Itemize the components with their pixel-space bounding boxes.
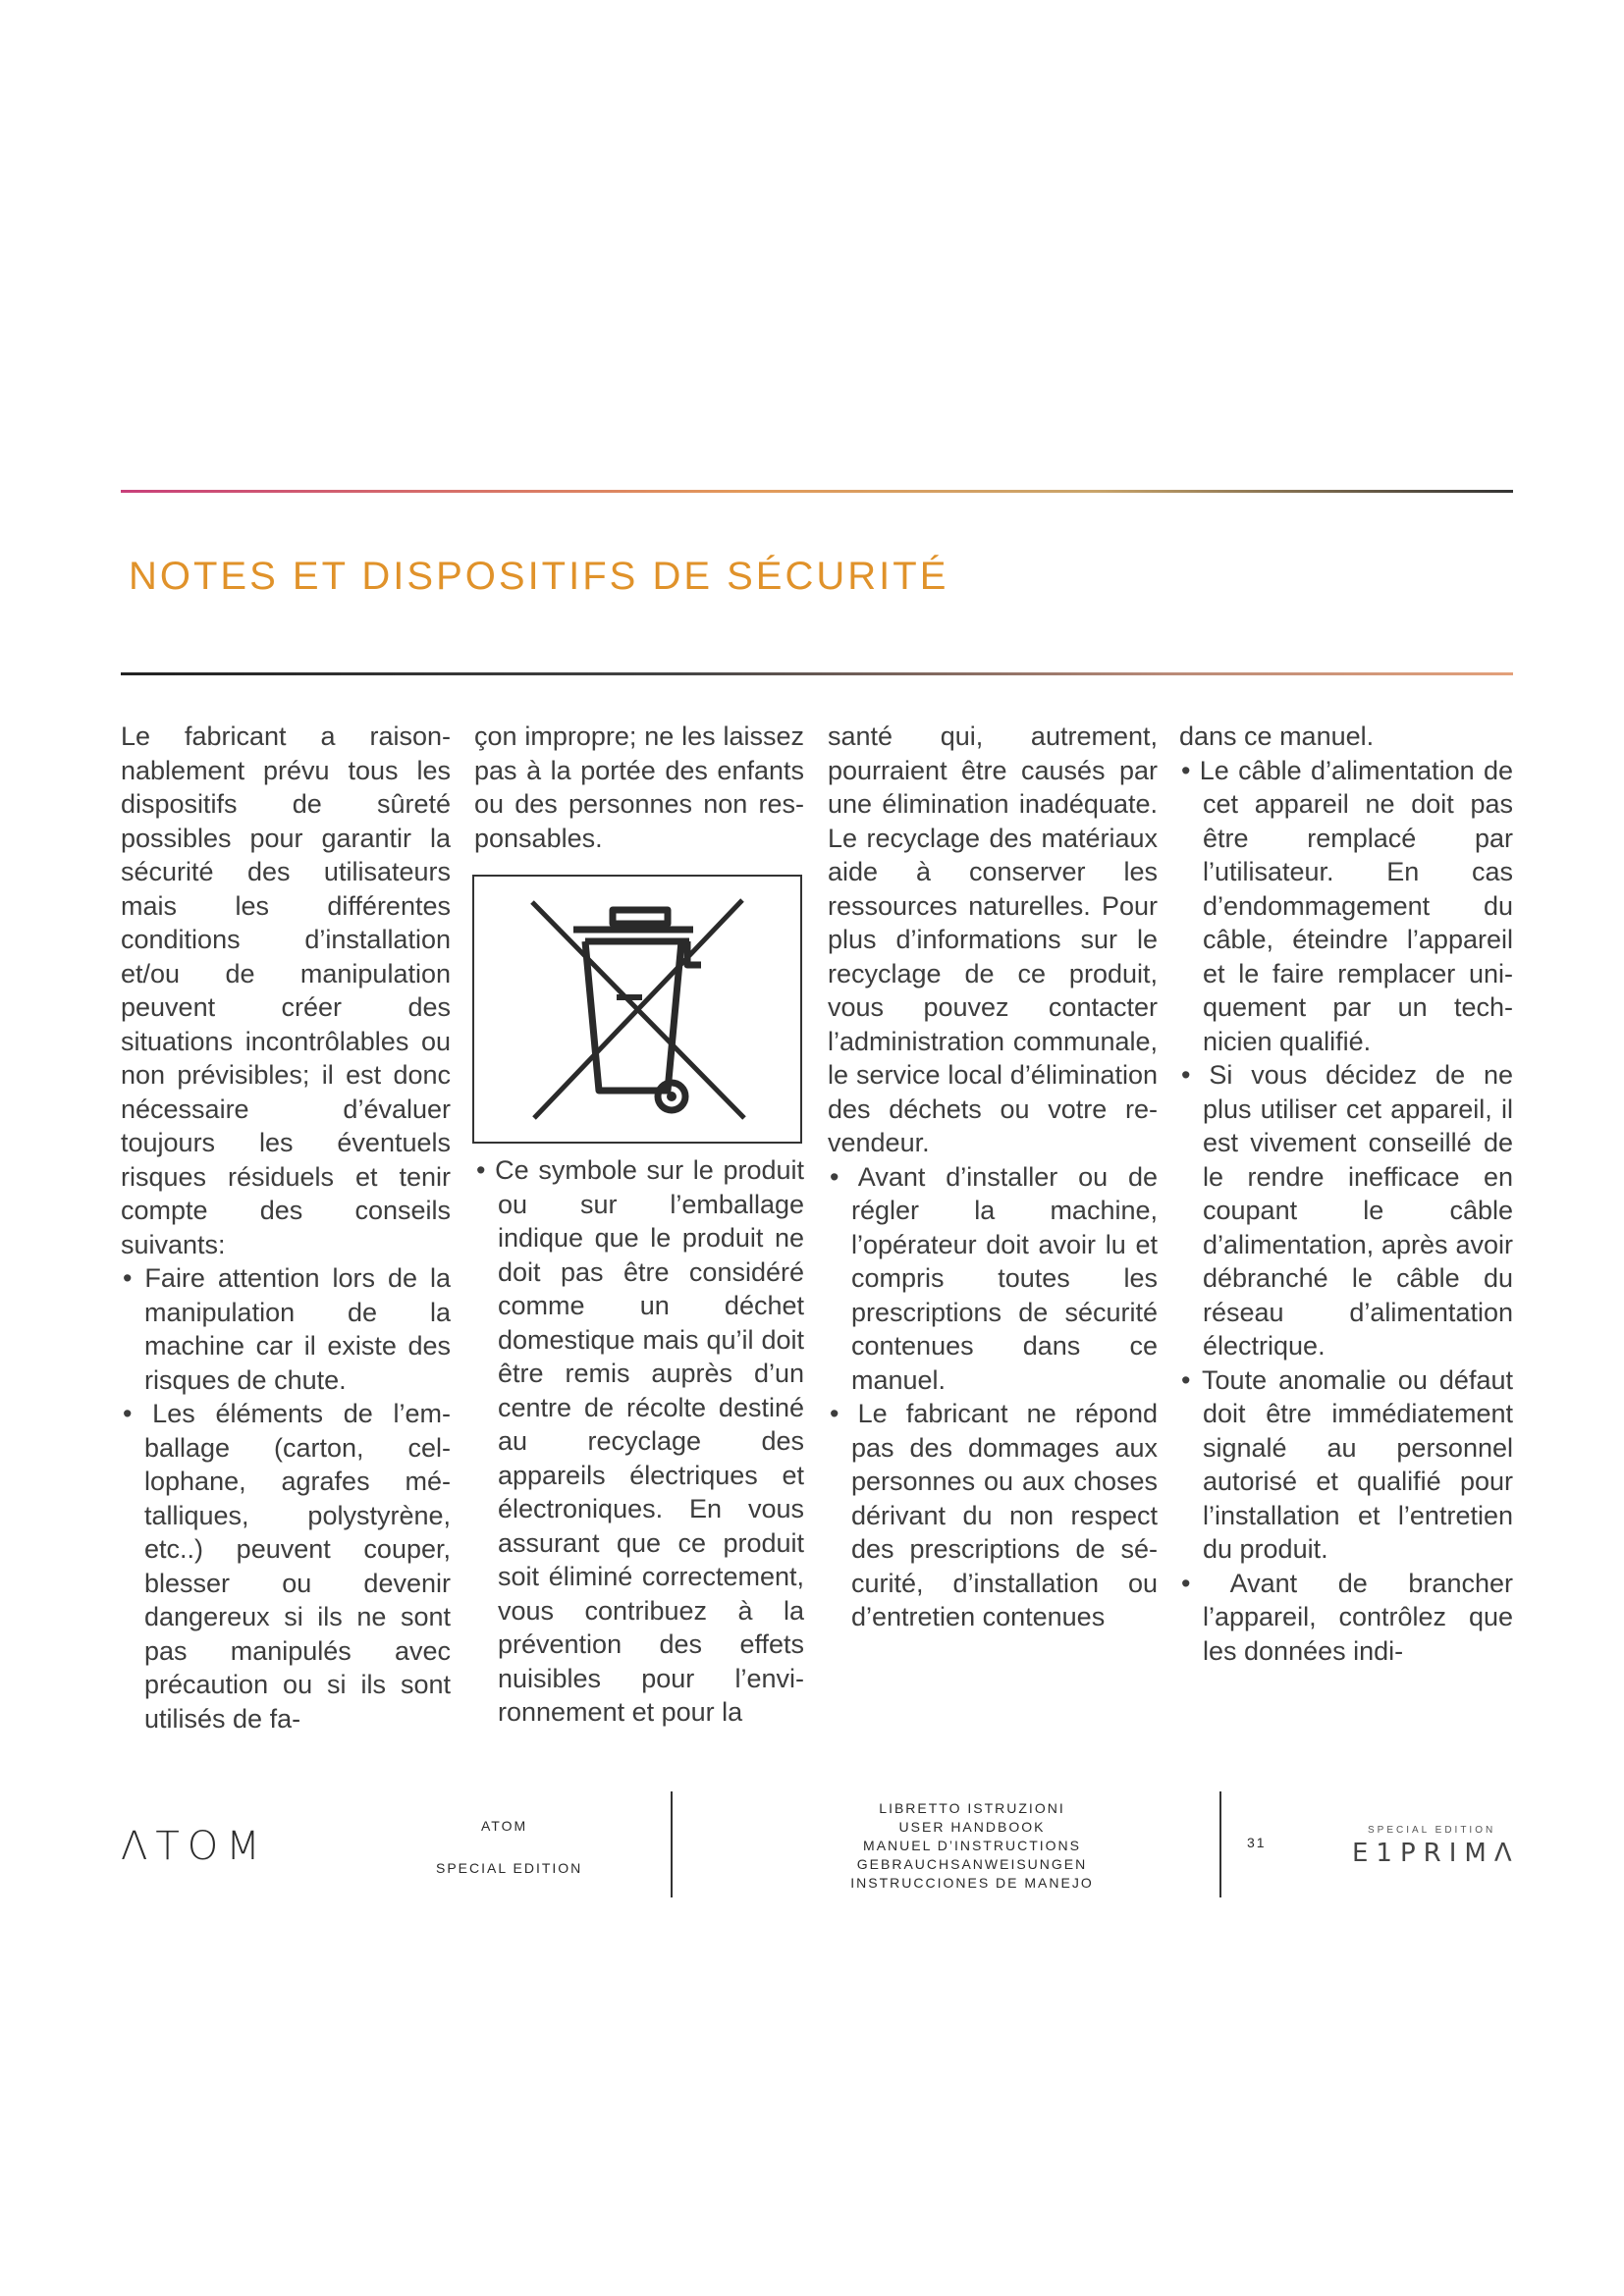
manual-title: GEBRAUCHSANWEISUNGEN [856,1856,1088,1872]
paragraph-continued: çon impropre; ne les laissez pas à la portée des enfants ou des personnes non responsables. [474,721,804,853]
paragraph-continued: santé qui, autrement, pourraient être causés par une élimination inadéquate. Le recyclage des matériaux aide à conserver les ressources naturelles. Pour plus d’informations sur le recyclage de ce produit, vous pouvez contacter l’administration communale, le service local d’élimination des déchets ou votre revendeur. [828,721,1158,1157]
crossed-out-wheelie-bin-icon [514,886,760,1132]
footer-edition: SPECIAL EDITION [436,1860,583,1876]
title-underline-rule [121,672,1513,675]
text-column-4 [1179,720,1513,1780]
bullet-before-connecting: • Avant de brancher l’appareil, contrôlez que les données indi- [1181,1568,1513,1666]
footer-divider-left [671,1791,673,1897]
bullet-read-instructions: • Avant d’installer ou de régler la machine, l’opérateur doit avoir lu et compris toutes les prescriptions de sécurité contenues dans ce manuel. [830,1161,1158,1395]
bullet-disposal: • Si vous décidez de ne plus utiliser cet appareil, il est vivement conseillé de le rendre inefficace en coupant le câble d’alimentation, après avoir débranché le câble du réseau d’alimentation électrique. [1181,1060,1513,1361]
manual-title: LIBRETTO ISTRUZIONI [879,1800,1065,1816]
bullet-anomaly: • Toute anomalie ou défaut doit être immédiatement signalé au personnel autorisé et qualifié pour l’installation et l’entretien du produit. [1181,1364,1513,1564]
atom-logo: ΛTOM [121,1824,268,1869]
footer-manual-titles [825,1799,1119,1893]
text-column-2 [474,720,804,1780]
weee-symbol-box [472,875,802,1144]
manual-title: USER HANDBOOK [898,1819,1046,1835]
manual-title: INSTRUCCIONES DE MANEJO [850,1875,1094,1891]
page-number: 31 [1247,1835,1267,1850]
manual-title: MANUEL D’INSTRUCTIONS [863,1838,1081,1853]
paragraph-intro: Le fabricant a raisonnablement prévu tous les dispositifs de sûreté possibles pour garantir la sécurité des utilisateurs mais les différentes conditions d’installation et/ou de manipulation peuvent créer des situations incontrôlables ou non prévisibles; il est donc nécessaire d’évaluer toujours les éventuels risques résiduels et tenir compte des conseils suivants: [121,721,451,1259]
bullet-recycling-symbol: • Ce symbole sur le produit ou sur l’emballage indique que le produit ne doit pas être considéré comme un déchet domestique mais qu’il doit être remis auprès d’un centre de récolte destiné au recyclage des appareils électriques et électroniques. En vous assurant que ce produit soit éliminé correctement, vous contribuez à la prévention des effets nuisibles pour l’environnement et pour la [476,1155,804,1727]
prima-logo: E1PRIMΛ [1352,1839,1520,1868]
prima-edition-label: SPECIAL EDITION [1368,1825,1496,1836]
bullet-liability: • Le fabricant ne répond pas des dommages aux personnes ou aux choses dérivant du non respect des prescriptions de sécurité, d’installation ou d’entretien contenues [830,1399,1158,1631]
paragraph-continued: dans ce manuel. [1179,721,1375,751]
footer-brand-name: ATOM [481,1818,528,1834]
text-column-1 [121,720,451,1780]
page-title: NOTES ET DISPOSITIFS DE SÉCURITÉ [129,555,949,598]
text-column-3 [828,720,1158,1780]
bullet-power-cable: • Le câble d’alimentation de cet appareil ne doit pas être remplacé par l’utilisateur. En cas d’endommagement du câble, éteindre l’appareil et le faire remplacer uniquement par un technicien qualifié. [1181,755,1513,1056]
top-gradient-rule [121,490,1513,493]
bullet-fall-risk: • Faire attention lors de la manipulation de la machine car il existe des risques de chute. [123,1263,451,1395]
bullet-packaging: • Les éléments de l’emballage (carton, cellophane, agrafes métalliques, polystyrène, etc..) peuvent couper, blesser ou devenir dangereux si ils ne sont pas manipulés avec précaution ou si ils sont utilisés de fa- [123,1399,451,1734]
footer-divider-right [1219,1791,1221,1897]
